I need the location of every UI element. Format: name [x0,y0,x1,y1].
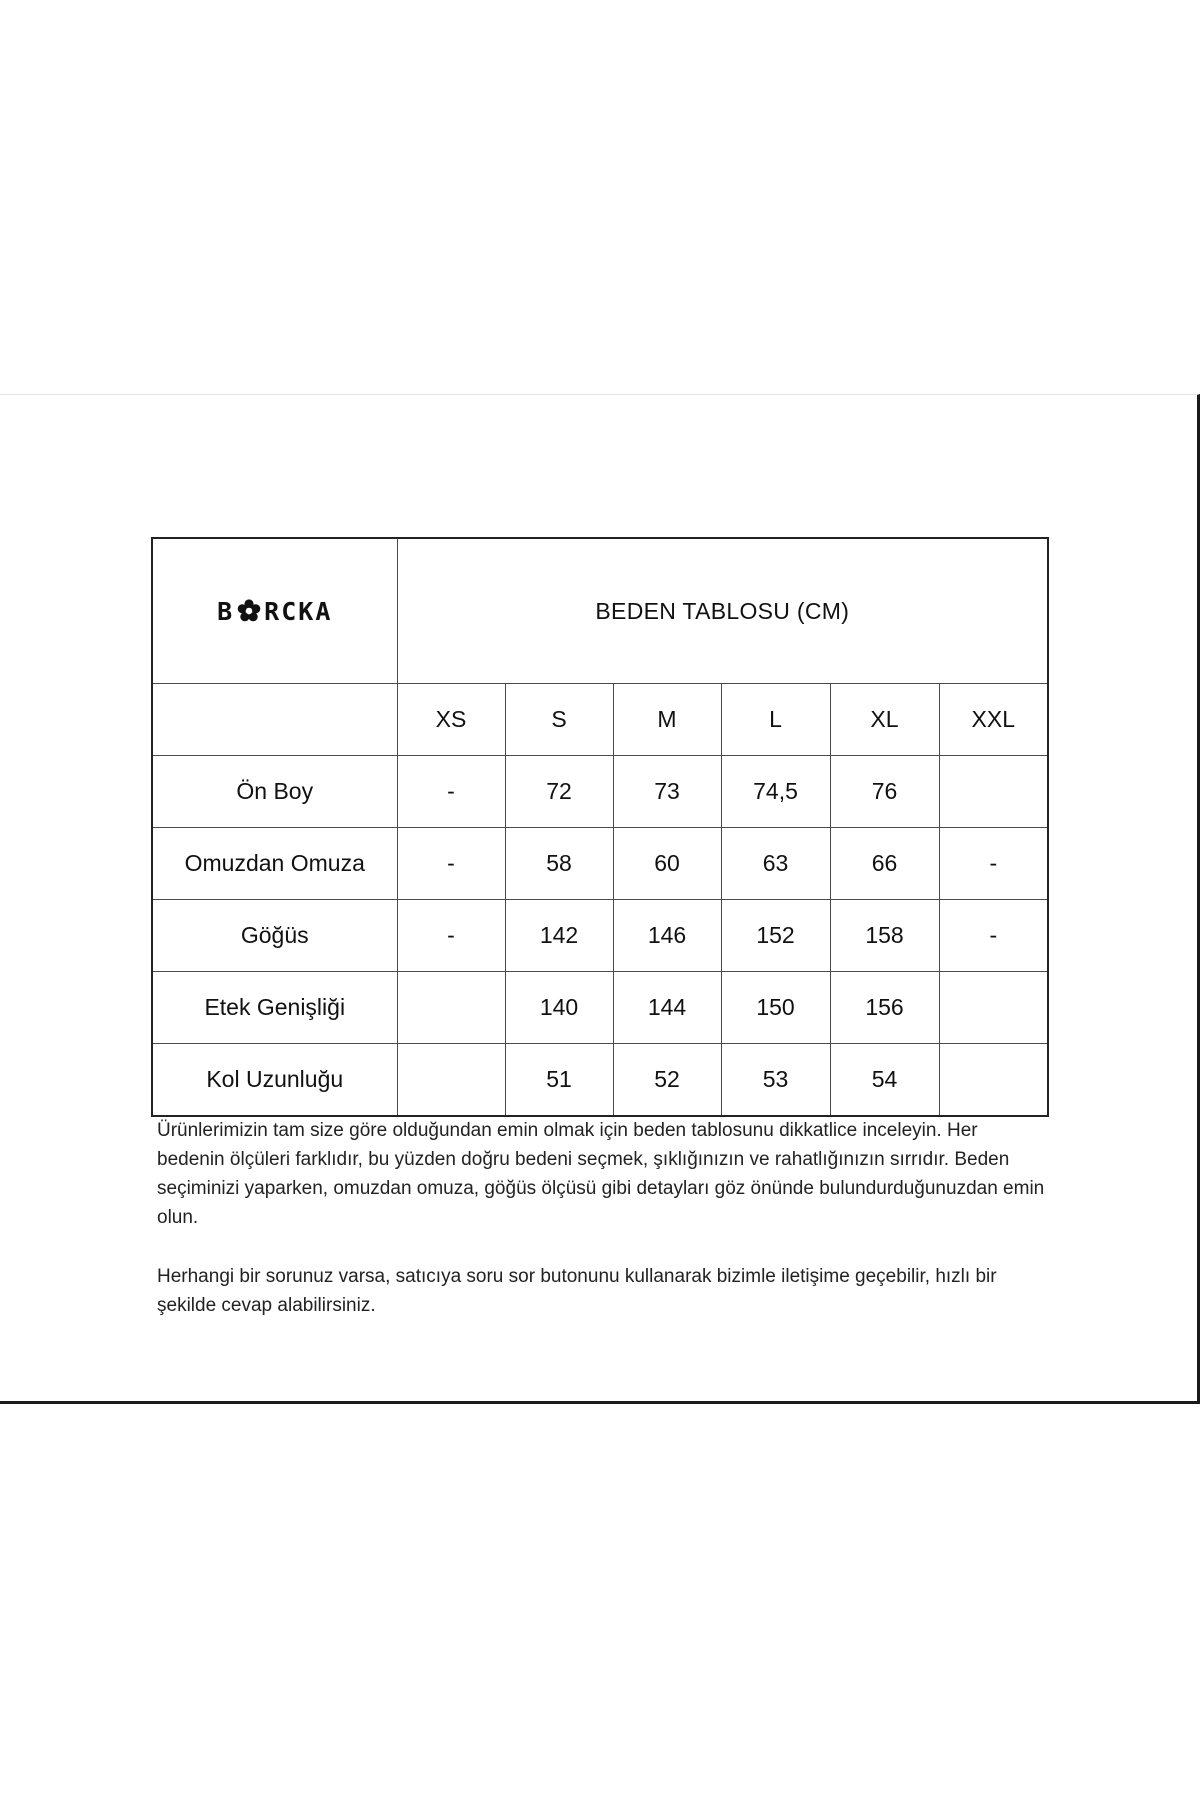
table-cell [939,972,1048,1044]
table-row [152,828,1048,900]
size-header-xxl: XXL [939,684,1048,756]
row-label: Omuzdan Omuza [152,828,397,900]
table-cell: 60 [613,828,721,900]
table-cell: 76 [830,756,939,828]
table-cell: 66 [830,828,939,900]
table-cell: - [397,900,505,972]
table-cell: 74,5 [721,756,830,828]
table-cell [939,756,1048,828]
logo-text-start: B [217,596,235,626]
table-row [152,972,1048,1044]
brand-logo-cell [152,538,397,684]
size-header-xl: XL [830,684,939,756]
row-label: Etek Genişliği [152,972,397,1044]
size-header-m: M [613,684,721,756]
table-cell: 58 [505,828,613,900]
table-cell: 146 [613,900,721,972]
table-cell: 150 [721,972,830,1044]
table-cell: - [397,828,505,900]
table-row [152,756,1048,828]
table-cell: 53 [721,1044,830,1117]
table-cell: 152 [721,900,830,972]
row-label: Göğüs [152,900,397,972]
table-cell: 51 [505,1044,613,1117]
flower-icon [237,599,261,623]
table-cell [397,972,505,1044]
row-label: Ön Boy [152,756,397,828]
size-header-l: L [721,684,830,756]
table-row [152,900,1048,972]
size-header-row [152,684,1048,756]
table-cell [939,1044,1048,1117]
table-row [152,1044,1048,1117]
table-cell: 52 [613,1044,721,1117]
logo-text-end: RCKA [264,596,333,626]
table-cell: 73 [613,756,721,828]
size-chart-table [151,537,1049,1117]
table-header-row [152,538,1048,684]
table-cell: 158 [830,900,939,972]
table-cell: - [939,900,1048,972]
table-cell: 63 [721,828,830,900]
table-cell: 72 [505,756,613,828]
size-header-s: S [505,684,613,756]
contact-seller-note: Herhangi bir sorunuz varsa, satıcıya soru sor butonunu kullanarak bizimle iletişime geçebilir, hızlı bir şekilde cevap alabilirsiniz. [157,1266,997,1316]
table-cell: 144 [613,972,721,1044]
table-cell: - [939,828,1048,900]
table-cell [397,1044,505,1117]
table-cell: 140 [505,972,613,1044]
brand-logo [217,597,332,626]
size-guide-note: Ürünlerimizin tam size göre olduğundan emin olmak için beden tablosunu dikkatlice inceleyin. Her bedenin ölçüleri farklıdır, bu yüzden doğru bedeni seçmek, şıklığınızın ve rahatlığınızın sırrıdır. Beden seçiminizi yaparken, omuzdan omuza, göğüs ölçüsü gibi detayları göz önünde bulundurduğunuzdan emin olun. [157,1120,1045,1228]
table-cell: - [397,756,505,828]
table-cell: 142 [505,900,613,972]
table-cell: 54 [830,1044,939,1117]
empty-corner-cell [152,684,397,756]
table-title: BEDEN TABLOSU (CM) [397,538,1048,684]
table-cell: 156 [830,972,939,1044]
row-label: Kol Uzunluğu [152,1044,397,1117]
size-header-xs: XS [397,684,505,756]
